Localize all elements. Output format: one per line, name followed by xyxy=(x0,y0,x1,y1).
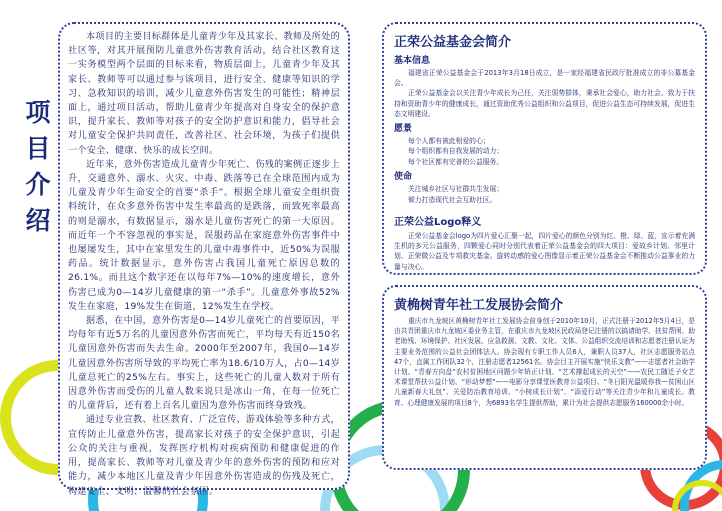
basic-info-paragraph: 福建省正荣公益基金会于2013年3月18日成立，是一家经福建省民政厅批准成立的非公募基金会。 xyxy=(394,69,695,88)
vision-line: 每个社区都有完善的公益服务。 xyxy=(408,157,504,166)
title-char: 目 xyxy=(25,134,51,163)
association-title: 黄桷树青年社工发展协会简介 xyxy=(394,298,564,313)
title-char: 介 xyxy=(25,170,51,199)
foundation-title: 正荣公益基金会简介 xyxy=(394,35,512,50)
vision-line: 每个人都有被此相爱的心； xyxy=(408,137,490,146)
intro-paragraph: 近年来，意外伤害造成儿童青少年死亡、伤残的案例正逐步上升，交通意外、溺水、火灾、中毒、跌落等已在全球范围内成为儿童及青少年生命安全的首要“杀手”。根据全球儿童安全组织资料统计，在众多意外伤害中发生率最高的是跌落，而致死率最高的则是溺水，有数据显示，溺水是儿童伤害死亡的第一大原因。而近年一个不容忽视的事实是，误服药品在家庭意外伤害事件中也屡屡发生，其中在家里发生的儿童中毒事件中，近50%为误服药品。统计数据显示，意外伤害占我国儿童死亡原因总数的26.1%。而且这个数字还在以每年7%—10%的速度增长，意外伤害已成为0—14岁儿童健康的第一“杀手”。儿童意外事故52%发生在家庭，19%发生在街道，12%发生在学校。 xyxy=(68,159,340,312)
mission-heading: 使命 xyxy=(394,172,413,183)
intro-paragraph: 通过专业宣教、社区教育、广泛宣传、游戏体验等多种方式，宣传防止儿童意外伤害，提高家长对孩子的安全保护意识，引起公众的关注与重视，发挥医疗机构对疾病预防和健康促进的作用，提高家长、教师等对儿童及青少年的意外伤害的预防和应对能力，减少本地区儿童及青少年因意外伤害造成的伤残及死亡，构建安全、文明、温馨的社会氛围。 xyxy=(68,415,340,497)
intro-paragraph: 据悉，在中国，意外伤害是0—14岁儿童死亡的首要原因，平均每年有近5万名的儿童因意外伤害而死亡，平均每天有近150名儿童因意外伤害而失去生命。2000年至2007年，我国0—14岁儿童因意外伤害所导致的平均死亡率为18.6/10万人，占0—14岁儿童总死亡的25%左右。事实上，这些死亡的儿童人数对于所有因意外伤害而受伤的儿童人数来说只是冰山一角，在每一位死亡的儿童背后，还有着上百名儿童因为意外伤害而终身致残。 xyxy=(68,316,340,412)
logo-meaning-heading: 正荣公益Logo释义 xyxy=(394,217,482,229)
title-char: 绍 xyxy=(25,206,51,235)
basic-info-heading: 基本信息 xyxy=(394,56,431,66)
intro-paragraph: 本项目的主要目标群体是儿童青少年及其家长、教师及所处的社区等，对其开展预防儿童意外伤害教育活动，结合社区教育这一实务模型两个层面的目标来看，物质层面上，儿童青少年及其家长、教师等可以通过参与该项目，进行安全、健康等知识的学习、急救知识的培训，减少儿童意外伤害发生的可能性；精神层面上，通过项目活动，帮助儿童青少年提高对自身安全的保护意识，提升家长、教师等对孩子的安全防护意识和能力，倡导社会对儿童安全保护共同责任，改善社区、社会环境，为孩子们提供一个安全、健康、快乐的成长空间。 xyxy=(68,32,340,156)
project-intro-panel xyxy=(58,22,350,497)
section-title-project-intro xyxy=(24,95,52,239)
association-paragraph: 重庆市九龙坡区黄桷树青年社工发展协会前身创于2010年10月，正式注册于2012年5月4日，是由共青团重庆市九龙坡区委业务主管，在重庆市九龙坡区民政局登记注册的以搞请助学、扶贫帮困、助老助残、环境保护、社区发展、应急救援、文教、文化、文体、公益组织交流培训和志愿者注册认证为主要业务范围的公益社会团体法人。协会现有专职工作人员6人，兼职人员37人，社区志愿服务站点47个，直属工作团队32个，注册志愿者12561名。协会目主开展实施“快乐支教”——志愿者社会助学计划、“青春方向盘”农村贫困地区问题少年矫正计划、“艺术撑起成长的天空”——农民工随迁子女艺术课堂帮扶公益计划、“形动梦想”——电影分享课堂医教育公益项目、“冬日阳光温暖你我—贫困山区儿童新春大礼包”、关爱防治教育培训、“小树成长计划”、“添爱行动”等关注青少年和儿童成长、教育、心理健康发展的项目8个，为6893名学生提供帮助，累计为社会提供志愿服务160000余小时。 xyxy=(394,317,695,407)
vision-heading: 愿景 xyxy=(394,124,413,135)
logo-meaning-paragraph: 正荣公益基金会logo为四片爱心汇聚一起，四片爱心的颜色分别为红、橙、绿、蓝，宣示着充满生机的多元公益服务，四颗爱心同时分别代表着正荣公益基金会的四大项目：爱故乡计划、邻里计划、正荣微公益及专项救灾基金。旋转动感的爱心图像显示着正荣公益基金会不断推动公益事业的力量与决心。 xyxy=(394,232,695,271)
foundation-intro-panel xyxy=(382,22,707,275)
mission-line: 倾力打造现代社会互助社区。 xyxy=(408,195,497,204)
mission-line: 关注城乡社区与社群共生发展； xyxy=(408,185,504,194)
title-char: 项 xyxy=(25,98,51,127)
basic-info-paragraph: 正荣公益基金会以关注青少年成长为己任，关注弱势群体，秉承社会爱心，助力社会。致力于扶持和资助青少年的健康成长，通过资助优秀公益组织和公益项目，促进公益生态可持续发展，促进生态文明建设。 xyxy=(394,89,695,118)
vision-line: 每个组织都有自我发展的动力； xyxy=(408,147,504,156)
association-intro-panel xyxy=(382,285,707,470)
